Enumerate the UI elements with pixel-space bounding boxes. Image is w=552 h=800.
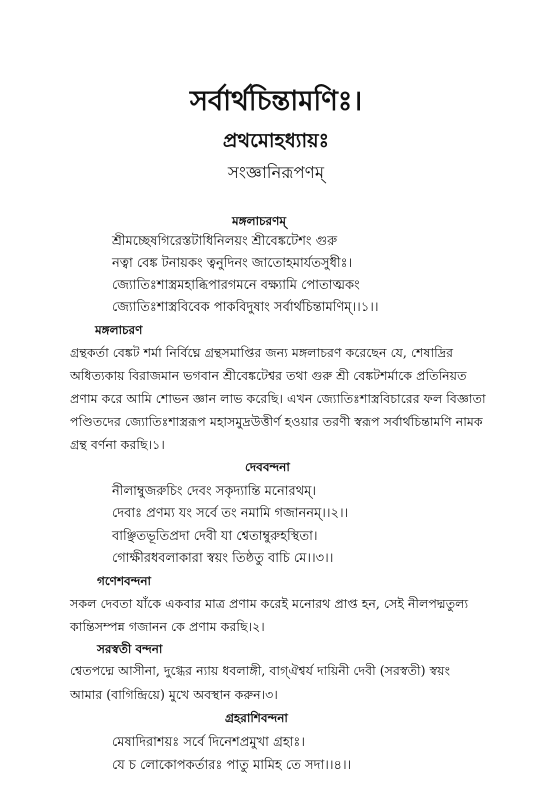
- section-title: সংজ্ঞানিরূপণম্: [227, 163, 325, 182]
- graharashi-vandana-heading: গ্রহরাশিবন্দনা: [225, 711, 288, 725]
- verse-line: নত্বা বেঙ্ক টনায়কং ত্বনুদিনং জাতোহমার্যতসুধীঃ।: [112, 256, 353, 271]
- prose-line: গ্রন্থ বর্ণনা করছি।১।: [70, 437, 165, 452]
- prose-line: গ্রন্থকর্তা বেঙ্কট শর্মা নির্বিঘ্নে গ্রন্থসমাপ্তির জন্য মঙ্গলাচরণ করেছেন যে, শেষাদ্রির: [70, 345, 453, 360]
- verse-line: নীলাম্বুজরুচিং দেবং সকৃদ্যান্তি মনোরথম্।: [112, 484, 316, 499]
- prose-line: শ্বেতপদ্মে আসীনা, দুগ্ধের ন্যায় ধবলাঙ্গী, বাগ্ঐশ্বর্য দায়িনী দেবী (সরস্বতী) স্বয়ং: [70, 663, 451, 678]
- prose-line: প্রণাম করে আমি শোভন জ্ঞান লাভ করেছি। এখন জ্যোতিঃশাস্ত্রবিচারের ফল বিজ্ঞাতা: [70, 391, 486, 406]
- verse-line: যে চ লোকোপকর্তারঃ পাতু মামিহ তে সদা।।৪।।: [112, 758, 352, 773]
- prose-line: পণ্ডিতদের জ্যোতিঃশাস্ত্ররূপ মহাসমুদ্রউত্তীর্ণ হওয়ার তরণী স্বরূপ সর্বার্থচিন্তামণি নামক: [70, 414, 483, 429]
- book-title: সর্বার্থচিন্তামণিঃ।: [189, 85, 363, 117]
- verse-line: জ্যোতিঃশাস্ত্রবিবেক পাকবিদুষাং সর্বার্থচিন্তামণিম্।।১।।: [112, 300, 379, 315]
- saraswati-vandana-heading: সরস্বতী বন্দনা: [97, 642, 163, 656]
- mangala-sanskrit-heading: মঙ্গলাচরণম্: [232, 214, 287, 228]
- devavandana-heading: দেববন্দনা: [245, 460, 290, 474]
- mangala-bengali-heading: মঙ্গলাচরণ: [95, 323, 143, 337]
- verse-line: গোক্ষীরধবলাকারা স্বয়ং তিষ্ঠতু বাচি মে।।৩।।: [112, 551, 334, 566]
- prose-line: সকল দেবতা যাঁকে একবার মাত্র প্রণাম করেই মনোরথ প্রাপ্ত হন, সেই নীলপদ্মতুল্য: [70, 596, 469, 611]
- verse-line: শ্রীমচ্ছেষগিরেস্তটাধিনিলয়ং শ্রীবেঙ্কটেশং গুরু: [112, 234, 338, 249]
- prose-line: অধিত্যকায় বিরাজমান ভগবান শ্রীবেঙ্কটেশ্বর তথা গুরু শ্রী বেঙ্কটশর্মাকে প্রতিনিয়ত: [70, 368, 467, 383]
- prose-line: কান্তিসম্পন্ন গজানন কে প্রণাম করছি।২।: [70, 619, 265, 634]
- verse-line: দেবাঃ প্রণম্য যং সর্বে তং নমামি গজাননম্।।২।।: [112, 506, 349, 521]
- verse-line: বাঞ্ছিতভূতিপ্রদা দেবী যা শ্বেতাম্বুরুহস্থিতা।: [112, 529, 318, 544]
- ganesha-vandana-heading: গণেশবন্দনা: [97, 574, 151, 588]
- prose-line: আমার (বাগিন্দ্রিয়ে) মুখে অবস্থান করুন।৩।: [70, 687, 278, 702]
- chapter-title: প্রথমোহধ্যায়ঃ: [222, 129, 330, 152]
- verse-line: জ্যোতিঃশাস্ত্রমহাব্ধিপারগমনে বক্ষ্যামি পোতাত্মকং: [112, 278, 360, 293]
- verse-line: মেষাদিরাশয়ঃ সর্বে দিনেশপ্রমুখা গ্রহাঃ।: [112, 735, 305, 750]
